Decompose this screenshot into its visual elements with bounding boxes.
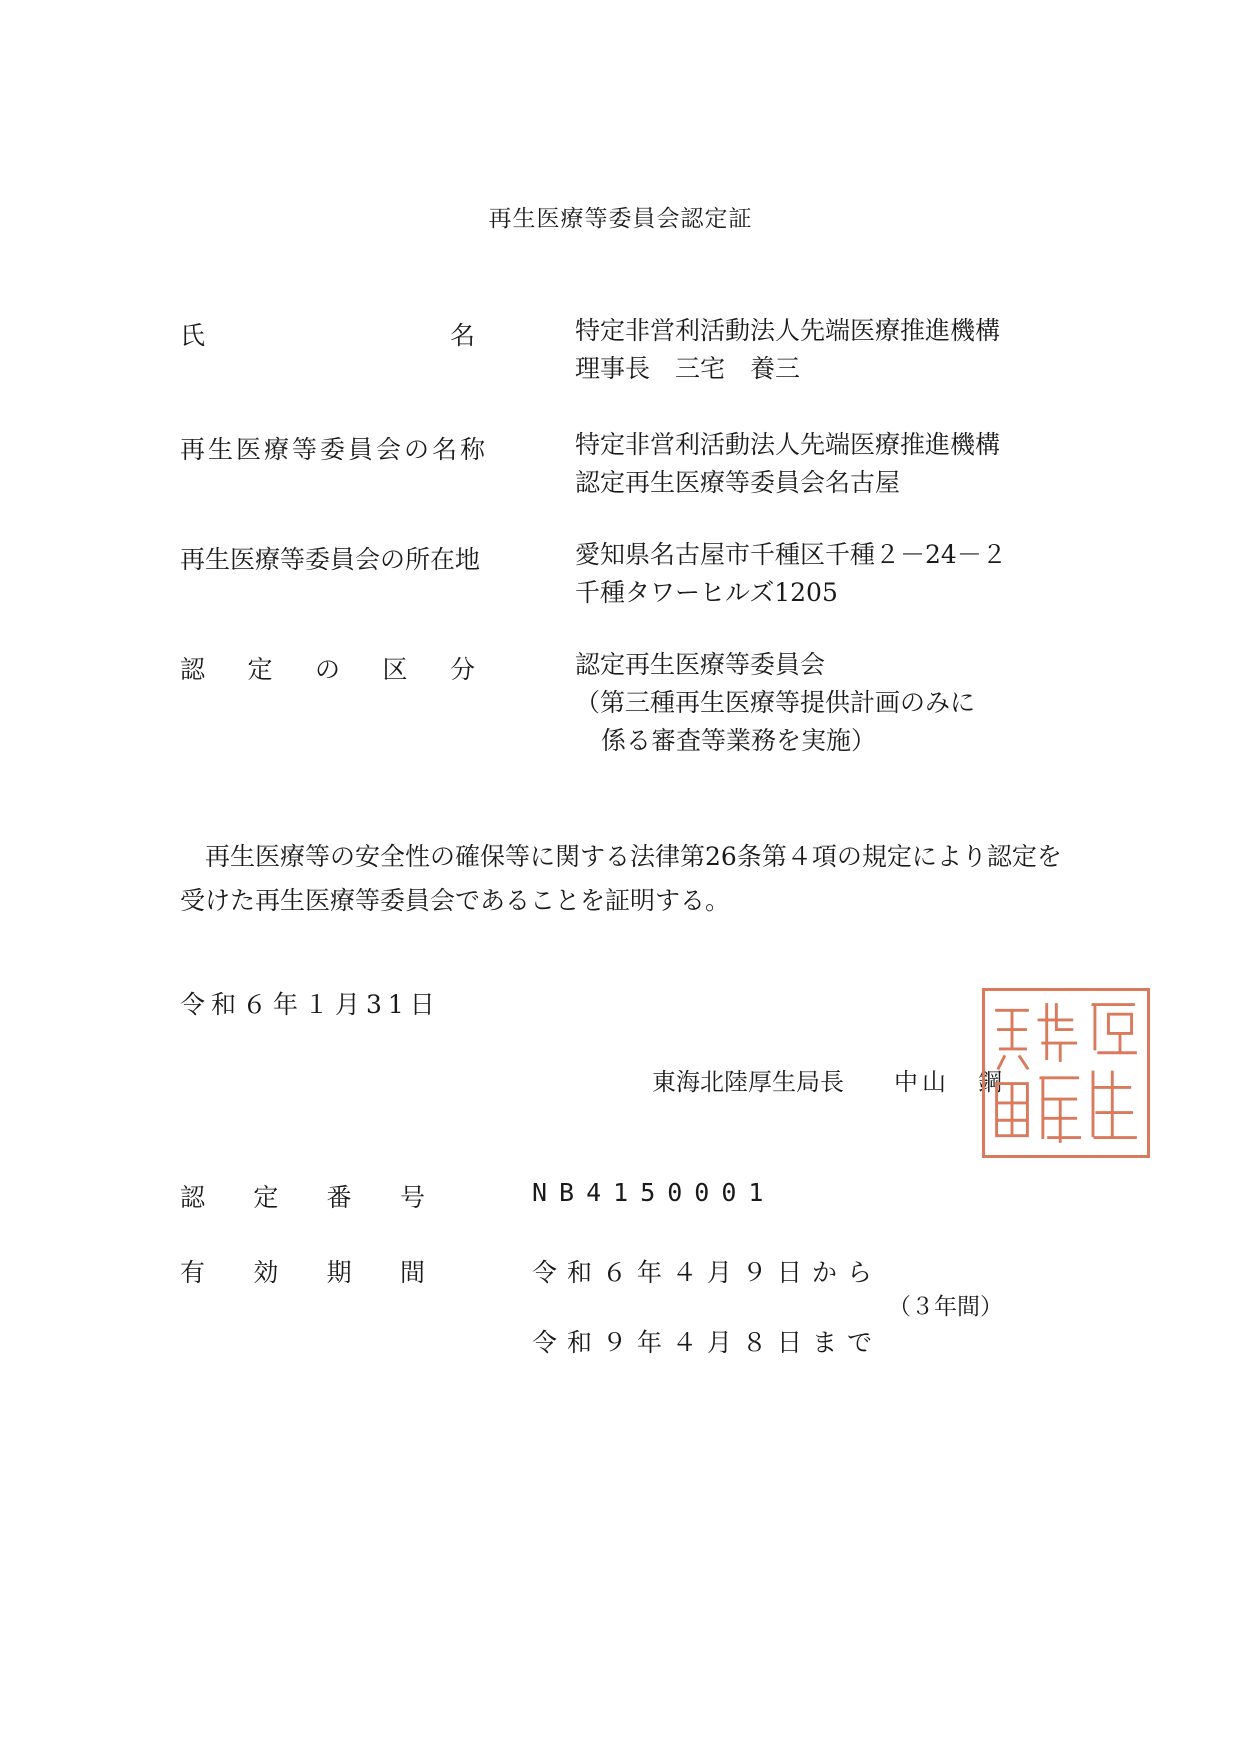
certification-number-label-char: 定 xyxy=(253,1183,279,1212)
validity-label-char: 間 xyxy=(399,1258,425,1287)
classification-line1: 認定再生医療等委員会 xyxy=(575,650,826,679)
classification-label-char: 認 xyxy=(180,655,206,684)
issuer-name: 中山 鋼 xyxy=(894,1068,1006,1096)
seal-glyph-icon xyxy=(985,991,1147,1155)
name-value-line1: 特定非営利活動法人先端医療推進機構 xyxy=(575,316,1001,345)
classification-label-char: 区 xyxy=(382,655,408,684)
classification-label-char: 分 xyxy=(449,655,475,684)
certification-number-label-char: 認 xyxy=(180,1183,206,1212)
classification-label-char: の xyxy=(314,655,340,684)
certification-number-label-char: 号 xyxy=(399,1183,425,1212)
document-title: 再生医療等委員会認定証 xyxy=(488,206,753,232)
committee-name-value xyxy=(575,426,1000,502)
issuer xyxy=(652,1062,1006,1097)
name-label xyxy=(180,316,475,352)
classification-line2: （第三種再生医療等提供計画のみに xyxy=(575,688,976,717)
issue-date: 令和６年１月31日 xyxy=(180,990,441,1019)
committee-address-value xyxy=(575,536,1007,612)
classification-line3: 係る審査等業務を実施） xyxy=(601,726,877,755)
committee-name-line1: 特定非営利活動法人先端医療推進機構 xyxy=(575,430,1001,459)
name-value-line2: 理事長 三宅 養三 xyxy=(575,354,801,383)
certification-number-label-char: 番 xyxy=(326,1183,352,1212)
issuer-title: 東海北陸厚生局長 xyxy=(652,1068,844,1096)
name-label-left: 氏 xyxy=(180,321,206,350)
name-value xyxy=(575,312,1000,388)
validity-label-char: 期 xyxy=(326,1258,352,1287)
validity-to: 令和９年４月８日まで xyxy=(532,1328,883,1357)
statement-line2: 受けた再生医療等委員会であることを証明する。 xyxy=(180,886,731,915)
committee-address-label: 再生医療等委員会の所在地 xyxy=(180,545,481,574)
name-label-right: 名 xyxy=(449,321,475,350)
committee-name-line2: 認定再生医療等委員会名古屋 xyxy=(575,468,901,497)
certification-statement xyxy=(180,835,1062,923)
classification-label xyxy=(180,650,475,686)
validity-label-char: 有 xyxy=(180,1258,206,1287)
statement-line1: 再生医療等の安全性の確保等に関する法律第26条第４項の規定により認定を xyxy=(180,842,1062,871)
committee-address-line1: 愛知県名古屋市千種区千種２－24－２ xyxy=(575,540,1007,569)
committee-address-line2: 千種タワーヒルズ1205 xyxy=(575,578,838,607)
certification-number-value: NB4150001 xyxy=(532,1178,776,1207)
validity-from: 令和６年４月９日から xyxy=(532,1258,883,1287)
classification-label-char: 定 xyxy=(247,655,273,684)
validity-duration: （３年間） xyxy=(888,1294,1003,1320)
committee-name-label: 再生医療等委員会の名称 xyxy=(180,435,489,464)
official-seal-icon xyxy=(982,988,1150,1158)
validity-label xyxy=(180,1253,425,1289)
certification-number-label xyxy=(180,1178,425,1214)
validity-label-char: 効 xyxy=(253,1258,279,1287)
classification-value xyxy=(575,646,975,760)
